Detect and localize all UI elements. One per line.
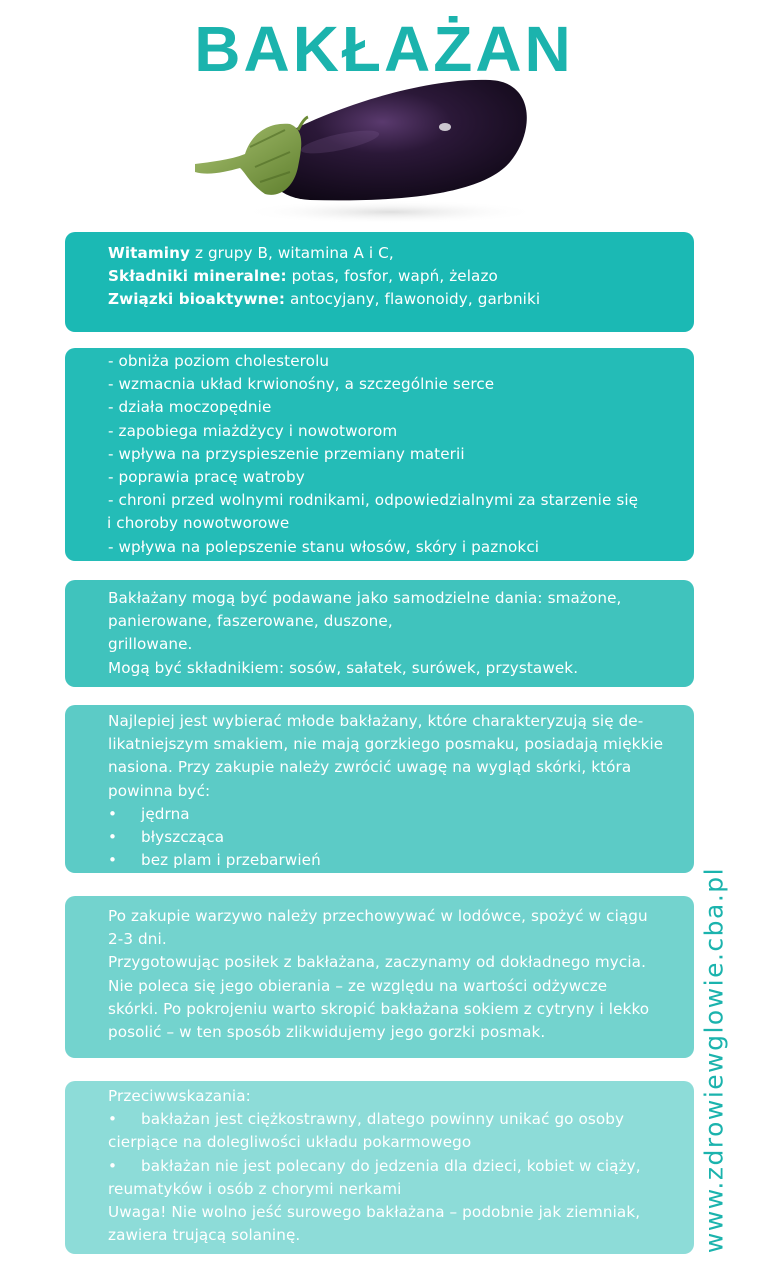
list-item-continuation: cierpiące na dolegliwości układu pokarmowego	[108, 1133, 472, 1152]
list-item: • bakłażan nie jest polecany do jedzenia dla dzieci, kobiet w ciąży,	[108, 1155, 694, 1178]
storage-card	[65, 896, 694, 1058]
nutrients-vitamins: Witaminy z grupy B, witamina A i C,	[108, 244, 394, 262]
warning-note: zawiera trującą solaninę.	[108, 1226, 301, 1245]
storage-line: Po zakupie warzywo należy przechowywać w lodówce, spożyć w ciągu	[108, 907, 648, 925]
storage-line: Przygotowując posiłek z bakłażana, zaczynamy od dokładnego mycia.	[108, 953, 647, 972]
storage-line: skórki. Po pokrojeniu warto skropić bakłażana sokiem z cytryny i lekko	[108, 999, 650, 1018]
benefit-line: - wzmacnia układ krwionośny, a szczególnie serce	[108, 375, 495, 394]
storage-line: 2-3 dni.	[108, 930, 167, 949]
selection-line: powinna być:	[108, 781, 211, 800]
serving-line: grillowane.	[108, 635, 193, 654]
nutrients-minerals: Składniki mineralne: potas, fosfor, wapń, żelazo	[108, 267, 498, 286]
serving-line: Mogą być składnikiem: sosów, sałatek, surówek, przystawek.	[108, 658, 579, 677]
contraindications-card	[65, 1081, 694, 1254]
serving-line: Bakłażany mogą być podawane jako samodzielne dania: smażone,	[108, 589, 622, 607]
list-item: • bakłażan jest ciężkostrawny, dlatego powinny unikać go osoby	[108, 1108, 694, 1131]
list-item: • błyszcząca	[108, 826, 694, 849]
nutrients-card	[65, 232, 694, 332]
selection-line: likatniejszym smakiem, nie mają gorzkiego posmaku, posiadają miękkie	[108, 735, 664, 754]
website-url-vertical	[699, 866, 729, 1254]
bullet-icon: •	[108, 851, 118, 870]
serving-card	[65, 580, 694, 687]
benefit-line: - zapobiega miażdżycy i nowotworom	[108, 421, 398, 440]
eggplant-image	[190, 72, 540, 232]
nutrients-bioactive: Związki bioaktywne: antocyjany, flawonoidy, garbniki	[108, 290, 541, 309]
benefit-line: - wpływa na polepszenie stanu włosów, skóry i paznokci	[108, 537, 540, 556]
benefit-line: i choroby nowotworowe	[107, 514, 290, 533]
bullet-icon: •	[108, 1156, 118, 1175]
benefit-line: - obniża poziom cholesterolu	[108, 352, 330, 370]
storage-line: posolić – w ten sposób zlikwidujemy jego gorzki posmak.	[108, 1023, 546, 1042]
bullet-icon: •	[108, 804, 118, 823]
storage-line: Nie poleca się jego obierania – ze względu na wartości odżywcze	[108, 976, 608, 995]
serving-line: panierowane, faszerowane, duszone,	[108, 612, 393, 631]
selection-card	[65, 705, 694, 873]
benefit-line: - działa moczopędnie	[108, 398, 272, 417]
page-title: BAKŁAŻAN	[194, 13, 574, 85]
website-url: www.zdrowiewglowie.cba.pl	[699, 866, 729, 1254]
benefit-line: - chroni przed wolnymi rodnikami, odpowiedzialnymi za starzenie się	[108, 491, 639, 510]
selection-line: Najlepiej jest wybierać młode bakłażany, które charakteryzują się de-	[108, 712, 644, 730]
benefit-line: - wpływa na przyspieszenie przemiany materii	[108, 444, 465, 463]
bullet-icon: •	[108, 828, 118, 847]
warning-note: Uwaga! Nie wolno jeść surowego bakłażana – podobnie jak ziemniak,	[108, 1203, 641, 1222]
benefit-line: - poprawia pracę watroby	[108, 468, 305, 487]
selection-line: nasiona. Przy zakupie należy zwrócić uwagę na wygląd skórki, która	[108, 758, 632, 777]
list-item: • bez plam i przebarwień	[108, 849, 694, 872]
list-item-continuation: reumatyków i osób z chorymi nerkami	[108, 1179, 402, 1198]
bullet-icon: •	[108, 1110, 118, 1129]
contraindications-heading: Przeciwwskazania:	[108, 1087, 251, 1105]
benefits-card	[65, 348, 694, 561]
list-item: • jędrna	[108, 803, 694, 826]
